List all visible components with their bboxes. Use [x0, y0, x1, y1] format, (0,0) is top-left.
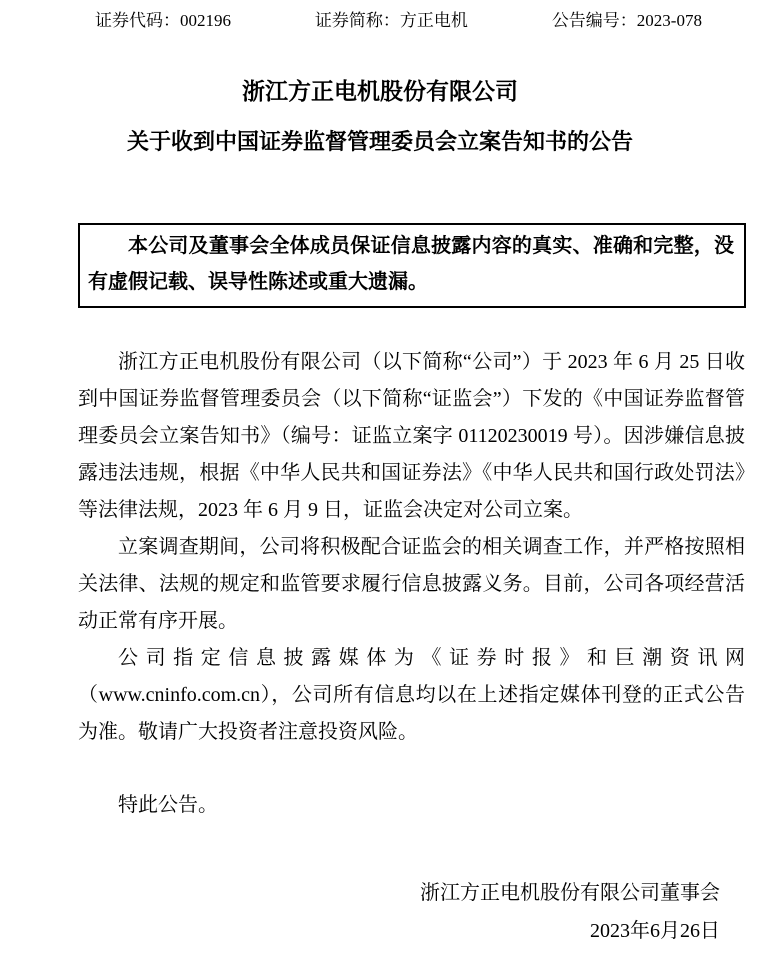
body-paragraph-1: 浙江方正电机股份有限公司（以下简称“公司”）于 2023 年 6 月 25 日收到中国证券监督管理委员会（以下简称“证监会”）下发的《中国证券监督管理委员会立案告知书》（编号：证监立案字 01120230019 号）。因涉嫌信息披露违法违规，根据《中华人民共和国证券法》《中华人民共和国行政处罚法》等法律法规，2023 年 6 月 9 日，证监会决定对公司立案。 — [78, 351, 745, 521]
signature-block — [0, 874, 760, 950]
disclaimer-text: 本公司及董事会全体成员保证信息披露内容的真实、准确和完整，没有虚假记载、误导性陈述或重大遗漏。 — [88, 235, 734, 293]
signature-company: 浙江方正电机股份有限公司董事会 — [420, 882, 720, 904]
stock-code: 证券代码：002196 — [95, 11, 231, 30]
stock-name: 证券简称：方正电机 — [314, 11, 468, 30]
announcement-number: 公告编号：2023-078 — [551, 11, 702, 30]
page-subtitle: 关于收到中国证券监督管理委员会立案告知书的公告 — [126, 129, 633, 154]
document-body — [78, 344, 745, 824]
signature-date: 2023年6月26日 — [590, 920, 720, 942]
closing-text: 特此公告。 — [118, 794, 218, 816]
document-header — [0, 0, 760, 33]
disclaimer-box — [78, 223, 746, 308]
body-paragraph-2: 立案调查期间，公司将积极配合证监会的相关调查工作，并严格按照相关法律、法规的规定和监管要求履行信息披露义务。目前，公司各项经营活动正常有序开展。 — [78, 536, 745, 632]
body-paragraph-3: 公司指定信息披露媒体为《证券时报》和巨潮资讯网（www.cninfo.com.cn），公司所有信息均以在上述指定媒体刊登的正式公告为准。敬请广大投资者注意投资风险。 — [78, 647, 745, 743]
page-title: 浙江方正电机股份有限公司 — [242, 79, 518, 104]
